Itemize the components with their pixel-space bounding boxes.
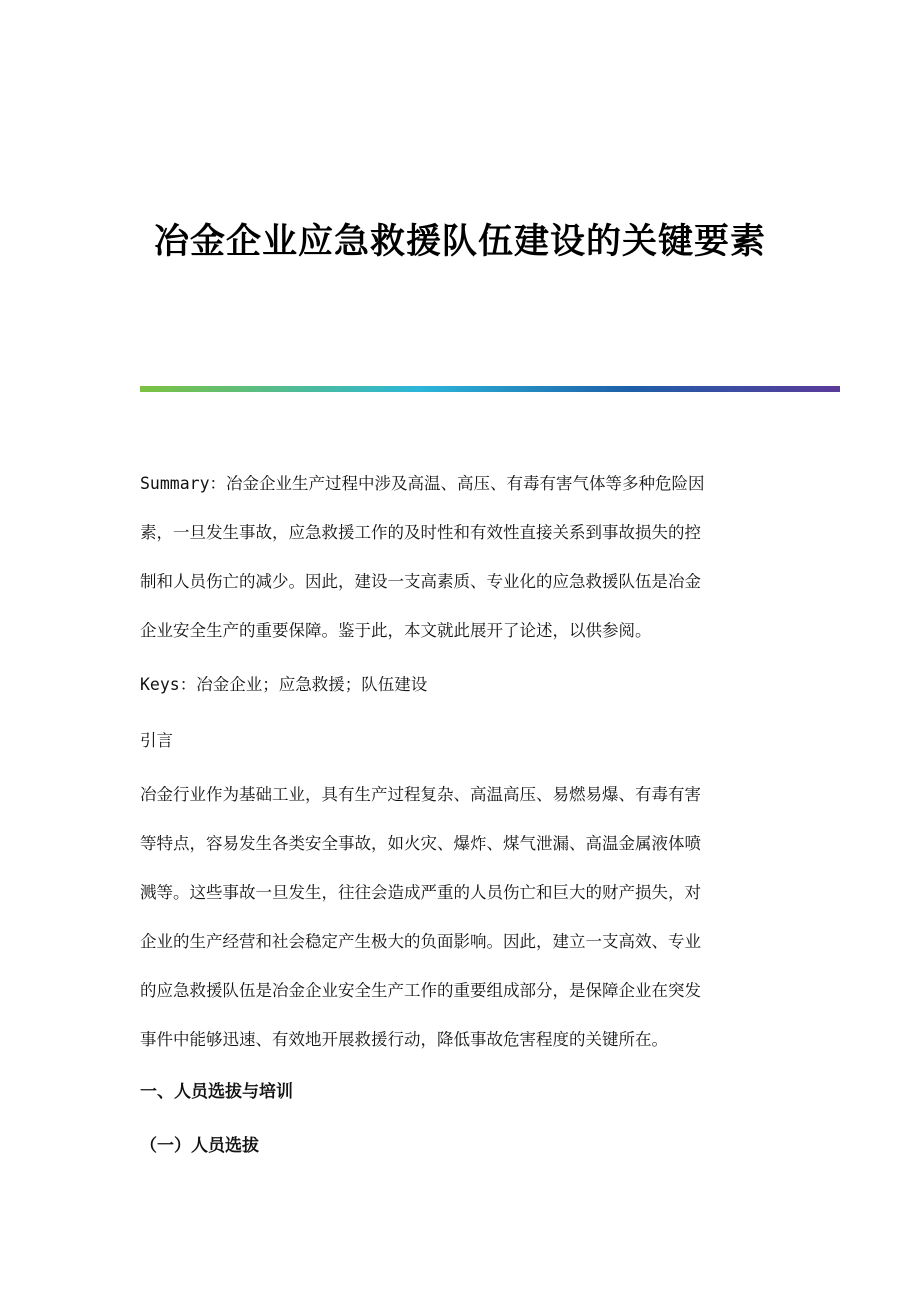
document-title: 冶金企业应急救援队伍建设的关键要素 (153, 221, 766, 262)
summary-line: 素，一旦发生事故，应急救援工作的及时性和有效性直接关系到事故损失的控 (140, 523, 701, 542)
intro-line: 企业的生产经营和社会稳定产生极大的负面影响。因此，建立一支高效、专业 (140, 932, 701, 951)
intro-heading: 引言 (140, 731, 173, 750)
intro-line: 事件中能够迅速、有效地开展救援行动，降低事故危害程度的关键所在。 (140, 1030, 668, 1049)
summary-line: 企业安全生产的重要保障。鉴于此，本文就此展开了论述，以供参阅。 (140, 621, 652, 640)
gradient-divider (140, 386, 840, 392)
summary-line: Summary：冶金企业生产过程中涉及高温、高压、有毒有害气体等多种危险因 (140, 474, 705, 493)
summary-line: 制和人员伤亡的减少。因此，建设一支高素质、专业化的应急救援队伍是冶金 (140, 572, 701, 591)
keywords-line: Keys：冶金企业；应急救援；队伍建设 (140, 675, 428, 694)
intro-paragraph (140, 770, 780, 1064)
intro-line: 等特点，容易发生各类安全事故，如火灾、爆炸、煤气泄漏、高温金属液体喷 (140, 834, 701, 853)
subsection-heading: （一）人员选拔 (140, 1136, 259, 1156)
summary-paragraph (140, 459, 780, 655)
section-heading: 一、人员选拔与培训 (140, 1082, 293, 1102)
intro-line: 溅等。这些事故一旦发生，往往会造成严重的人员伤亡和巨大的财产损失，对 (140, 883, 701, 902)
intro-line: 冶金行业作为基础工业，具有生产过程复杂、高温高压、易燃易爆、有毒有害 (140, 785, 701, 804)
intro-line: 的应急救援队伍是冶金企业安全生产工作的重要组成部分，是保障企业在突发 (140, 981, 701, 1000)
